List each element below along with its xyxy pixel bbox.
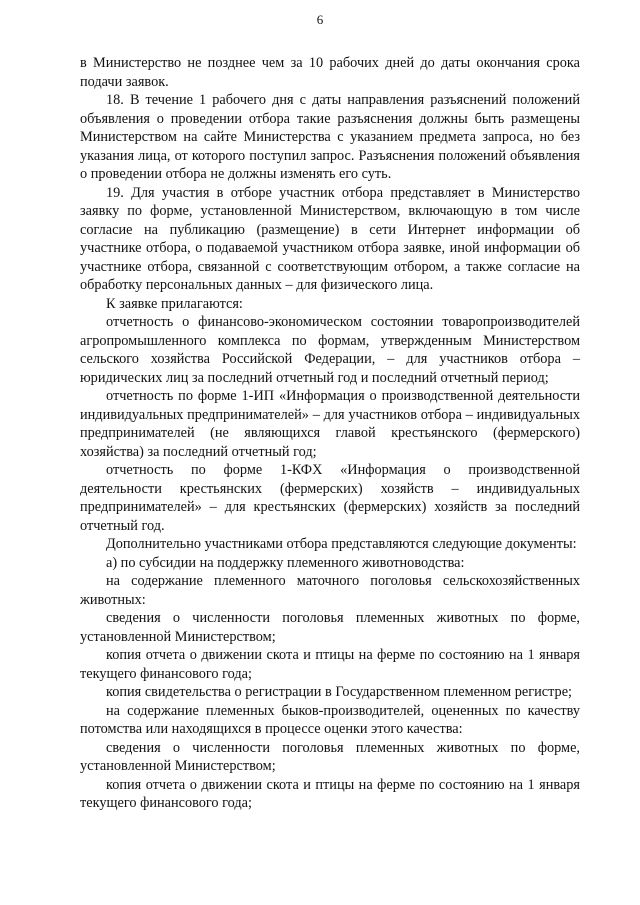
paragraph: отчетность по форме 1-ИП «Информация о производственной деятельности индивидуальных предпринимателей» – для участников отбора – индивидуальных предпринимателей (не являющихся главой крестьянского (фермерского) хозяйства) за последний отчетный год;: [80, 388, 580, 460]
paragraph: отчетность о финансово-экономическом состоянии товаропроизводителей агропромышленного комплекса по формам, утвержденным Министерством сельского хозяйства Российской Федерации, – для участников отбора – юридических лиц за последний отчетный год и последний отчетный период;: [80, 314, 580, 386]
paragraph: копия отчета о движении скота и птицы на ферме по состоянию на 1 января текущего финансового года;: [80, 647, 580, 682]
paragraph: копия отчета о движении скота и птицы на ферме по состоянию на 1 января текущего финансового года;: [80, 776, 580, 811]
paragraph: сведения о численности поголовья племенных животных по форме, установленной Министерством;: [80, 739, 580, 774]
paragraph: 18. В течение 1 рабочего дня с даты направления разъяснений положений объявления о проведении отбора такие разъяснения должны быть размещены Министерством на сайте Министерства с указанием предмета запроса, но без указания лица, от которого поступил запрос. Разъяснения положений объявления о проведении отбора не должны изменять его суть.: [80, 92, 580, 182]
paragraph: К заявке прилагаются:: [106, 295, 243, 312]
document-body: [80, 54, 580, 813]
paragraph: сведения о численности поголовья племенных животных по форме, установленной Министерством;: [80, 610, 580, 645]
page-number: 6: [316, 12, 324, 27]
paragraph: отчетность по форме 1-КФХ «Информация о производственной деятельности крестьянских (фермерских) хозяйств – индивидуальных предпринимателей» – для крестьянских (фермерских) хозяйств за последний отчетный год.: [80, 462, 580, 534]
paragraph: копия свидетельства о регистрации в Государственном племенном регистре;: [106, 684, 573, 700]
paragraph: на содержание племенных быков-производителей, оцененных по качеству потомства или находящихся в процессе оценки этого качества:: [80, 702, 580, 737]
paragraph: Дополнительно участниками отбора представляются следующие документы:: [106, 536, 577, 552]
paragraph: 19. Для участия в отборе участник отбора представляет в Министерство заявку по форме, установленной Министерством, включающую в том числе согласие на публикацию (размещение) в сети Интернет информации об участнике отбора, о подаваемой участником отбора заявке, иной информации об участнике отбора, связанной с соответствующим отбором, а также согласие на обработку персональных данных – для физического лица.: [80, 184, 580, 293]
paragraph: на содержание племенного маточного поголовья сельскохозяйственных животных:: [80, 573, 580, 608]
paragraph: в Министерство не позднее чем за 10 рабочих дней до даты окончания срока подачи заявок.: [80, 55, 580, 90]
paragraph: а) по субсидии на поддержку племенного животноводства:: [106, 554, 465, 571]
